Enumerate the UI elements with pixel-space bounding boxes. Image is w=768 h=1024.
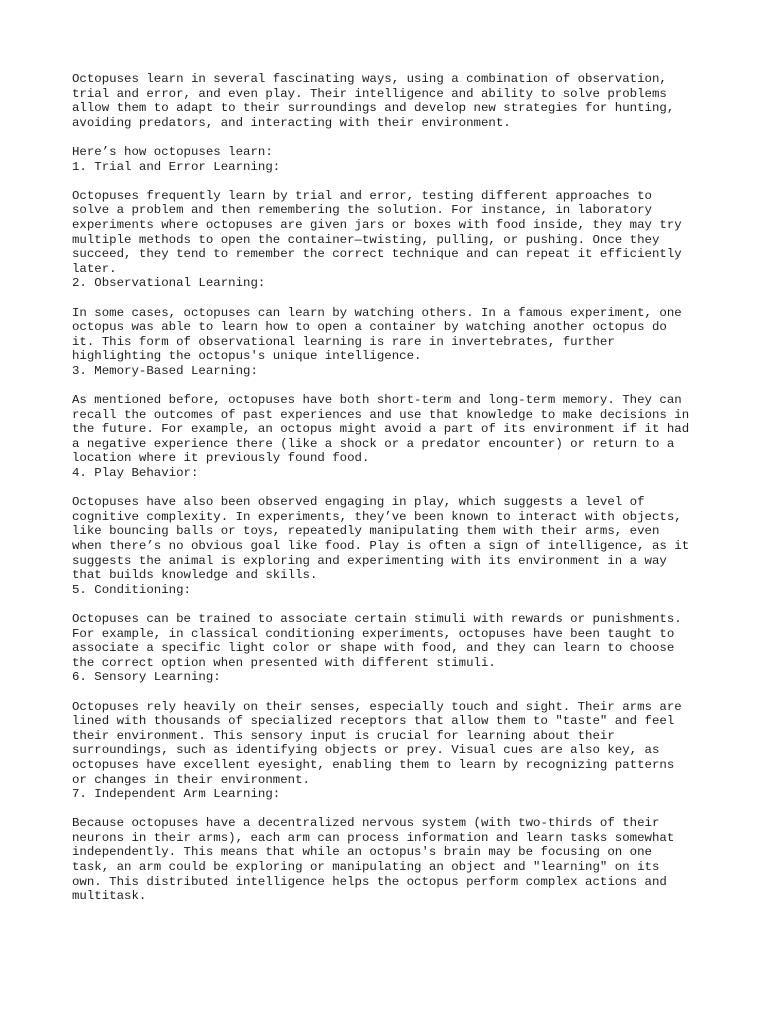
- section-heading: 5. Conditioning:: [72, 582, 191, 597]
- text-line: neurons in their arms), each arm can process information and learn tasks somewhat: [72, 830, 675, 845]
- section-heading: 6. Sensory Learning:: [72, 670, 221, 685]
- text-line: highlighting the octopus's unique intelligence.: [72, 349, 422, 364]
- lead-line: Here’s how octopuses learn:: [72, 144, 273, 159]
- text-line: As mentioned before, octopuses have both short-term and long-term memory. They can: [72, 393, 682, 408]
- text-line: Octopuses learn in several fascinating ways, using a combination of observation,: [72, 72, 667, 86]
- text-line: associate a specific light color or shape with food, and they can learn to choose: [72, 641, 675, 656]
- text-line: cognitive complexity. In experiments, they’ve been known to interact with objects,: [72, 509, 682, 524]
- text-line: For example, in classical conditioning experiments, octopuses have been taught to: [72, 626, 675, 641]
- text-line: avoiding predators, and interacting with their environment.: [72, 115, 511, 130]
- intro-paragraph: [72, 72, 712, 130]
- text-line: solve a problem and then remembering the solution. For instance, in laboratory: [72, 203, 652, 218]
- section-paragraph: [72, 612, 712, 670]
- section-paragraph: [72, 816, 712, 904]
- section-heading: 4. Play Behavior:: [72, 466, 199, 481]
- text-line: independently. This means that while an octopus's brain may be focusing on one: [72, 845, 652, 860]
- text-line: octopus was able to learn how to open a container by watching another octopus do: [72, 320, 667, 335]
- text-line: own. This distributed intelligence helps the octopus perform complex actions and: [72, 874, 667, 889]
- text-line: when there’s no obvious goal like food. Play is often a sign of intelligence, as it: [72, 539, 690, 553]
- section-paragraph: [72, 495, 712, 583]
- text-line: surroundings, such as identifying objects or prey. Visual cues are also key, as: [72, 743, 660, 758]
- text-line: later.: [72, 261, 117, 276]
- text-line: their environment. This sensory input is crucial for learning about their: [72, 728, 615, 743]
- text-line: Octopuses can be trained to associate certain stimuli with rewards or punishments.: [72, 611, 682, 626]
- text-line: or changes in their environment.: [72, 772, 310, 787]
- text-line: a negative experience there (like a shock or a predator encounter) or return to a: [72, 436, 675, 451]
- section-heading: 2. Observational Learning:: [72, 276, 266, 291]
- text-line: Octopuses have also been observed engaging in play, which suggests a level of: [72, 495, 645, 510]
- text-line: experiments where octopuses are given jars or boxes with food inside, they may try: [72, 217, 682, 232]
- section-paragraph: [72, 393, 712, 466]
- text-line: suggests the animal is exploring and experimenting with its environment in a way: [72, 553, 667, 568]
- text-line: octopuses have excellent eyesight, enabling them to learn by recognizing patterns: [72, 757, 675, 772]
- section-heading: 3. Memory-Based Learning:: [72, 363, 258, 378]
- text-line: succeed, they tend to remember the correct technique and can repeat it efficiently: [72, 247, 682, 262]
- text-line: multitask.: [72, 889, 147, 904]
- text-line: multiple methods to open the container—twisting, pulling, or pushing. Once they: [72, 232, 660, 247]
- text-line: task, an arm could be exploring or manipulating an object and "learning" on its: [72, 860, 660, 875]
- section-heading: 7. Independent Arm Learning:: [72, 787, 281, 802]
- text-line: the correct option when presented with different stimuli.: [72, 655, 496, 670]
- text-line: Octopuses frequently learn by trial and error, testing different approaches to: [72, 188, 652, 203]
- text-line: recall the outcomes of past experiences and use that knowledge to make decisions in: [72, 407, 690, 422]
- document-page: [72, 72, 712, 904]
- text-line: Because octopuses have a decentralized nervous system (with two-thirds of their: [72, 816, 660, 831]
- section-paragraph: [72, 306, 712, 364]
- text-line: trial and error, and even play. Their intelligence and ability to solve problems: [72, 86, 667, 101]
- section-paragraph: [72, 700, 712, 788]
- text-line: like bouncing balls or toys, repeatedly manipulating them with their arms, even: [72, 524, 660, 539]
- text-line: lined with thousands of specialized receptors that allow them to "taste" and feel: [72, 714, 675, 729]
- text-line: Octopuses rely heavily on their senses, especially touch and sight. Their arms are: [72, 699, 682, 714]
- text-line: allow them to adapt to their surroundings and develop new strategies for hunting,: [72, 101, 675, 116]
- text-line: it. This form of observational learning is rare in invertebrates, further: [72, 334, 615, 349]
- text-line: location where it previously found food.: [72, 451, 370, 466]
- text-line: that builds knowledge and skills.: [72, 568, 318, 583]
- text-line: In some cases, octopuses can learn by watching others. In a famous experiment, one: [72, 305, 682, 320]
- section-heading: 1. Trial and Error Learning:: [72, 159, 281, 174]
- section-paragraph: [72, 189, 712, 277]
- text-line: the future. For example, an octopus might avoid a part of its environment if it had: [72, 422, 690, 437]
